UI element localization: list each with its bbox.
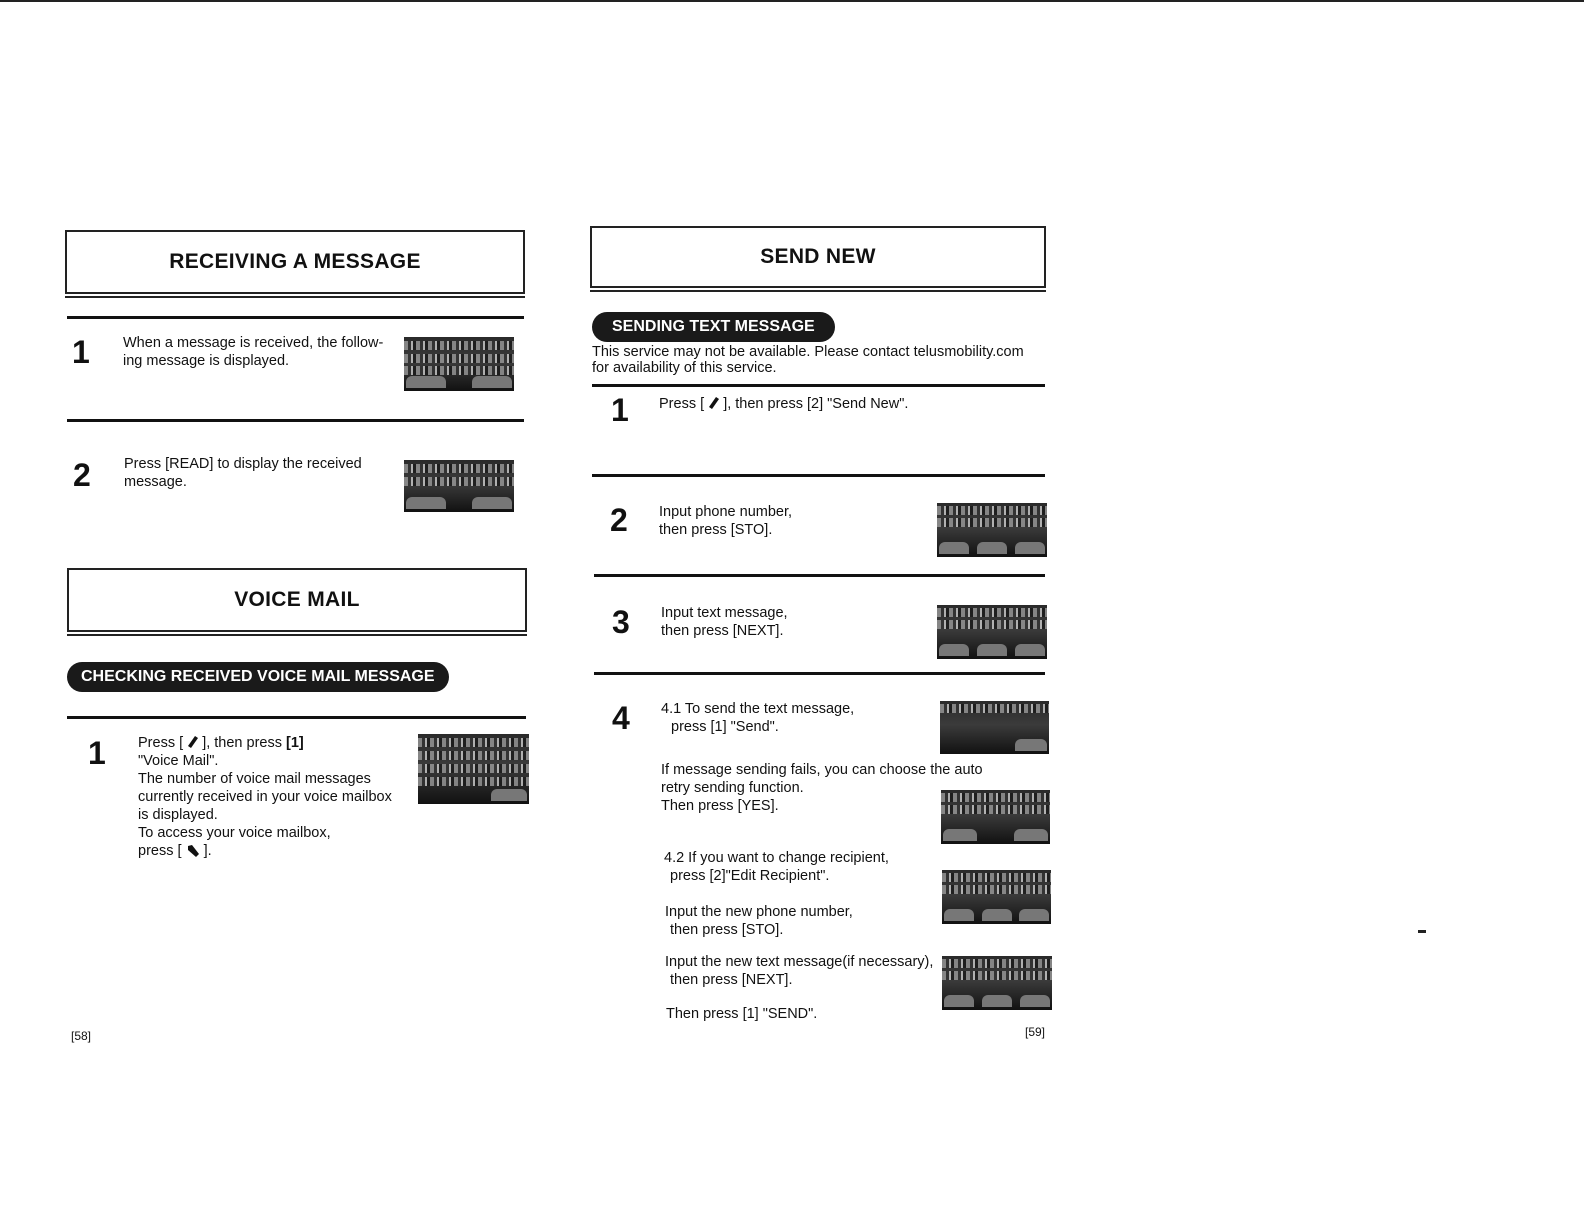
voicemail-key-icon (186, 844, 200, 858)
divider (592, 474, 1045, 477)
step-number: 3 (612, 604, 630, 640)
step-number: 1 (88, 735, 106, 771)
voicemail-title-box (67, 568, 527, 632)
step-number: 1 (611, 392, 629, 428)
sending-text-subtitle: SENDING TEXT MESSAGE (592, 312, 835, 342)
divider (67, 316, 524, 319)
step-number: 2 (73, 457, 91, 493)
new-message-text: Input the new text message(if necessary), then press [NEXT]. (665, 954, 934, 988)
new-number-text: Input the new phone number, then press [STO]. (665, 904, 853, 938)
delivery-failed-screen (941, 790, 1050, 844)
receiving-title: RECEIVING A MESSAGE (169, 250, 421, 273)
voicemail-screen (418, 734, 529, 804)
voicemail-title: VOICE MAIL (234, 588, 360, 611)
step-text: When a message is received, the follow- ing message is displayed. (123, 335, 384, 369)
new-message-screen (942, 956, 1052, 1010)
scan-speck (1418, 930, 1426, 933)
step-text: Press [ ], then press [1] "Voice Mail". The number of voice mail messages currently received in your voice mailbox is displayed. To access your voice mailbox, press [ ]. (138, 735, 392, 859)
service-note: This service may not be available. Please contact telusmobility.com for availability of this service. (592, 344, 1024, 376)
page-top-border (0, 0, 1584, 2)
change-recipient-text: 4.2 If you want to change recipient, press [2]"Edit Recipient". (664, 850, 889, 884)
divider (594, 672, 1045, 675)
step-number: 2 (610, 502, 628, 538)
new-text-screen (404, 337, 514, 391)
voicemail-subtitle: CHECKING RECEIVED VOICE MAIL MESSAGE (67, 662, 449, 692)
send-new-title-box (590, 226, 1046, 288)
divider (67, 419, 524, 422)
sending-screen (940, 701, 1049, 754)
step-text: Input text message, then press [NEXT]. (661, 605, 788, 639)
menu-key-icon (708, 397, 719, 409)
page-number-left: [58] (71, 1029, 92, 1043)
receiving-title-box (65, 230, 525, 294)
step-text: Press [ ], then press [2] "Send New". (659, 396, 909, 412)
divider (594, 574, 1045, 577)
step-number: 4 (612, 700, 630, 736)
divider (67, 716, 526, 719)
send-to-screen (937, 503, 1047, 557)
edit-recipient-screen (942, 870, 1051, 924)
retry-text: If message sending fails, you can choose the auto retry sending function. Then press [YES]. (661, 762, 983, 814)
page-number-right: [59] (1025, 1025, 1046, 1039)
step-text: Input phone number, then press [STO]. (659, 504, 793, 538)
final-send-text: Then press [1] "SEND". (666, 1006, 818, 1022)
menu-key-icon (187, 736, 198, 748)
send-new-title: SEND NEW (760, 245, 876, 268)
step-number: 1 (72, 334, 90, 370)
step-text: 4.1 To send the text message, press [1] "Send". (661, 701, 855, 735)
step-text: Press [READ] to display the received message. (124, 456, 362, 490)
read-message-screen (404, 460, 514, 512)
divider (592, 384, 1045, 387)
message-screen (937, 605, 1047, 659)
